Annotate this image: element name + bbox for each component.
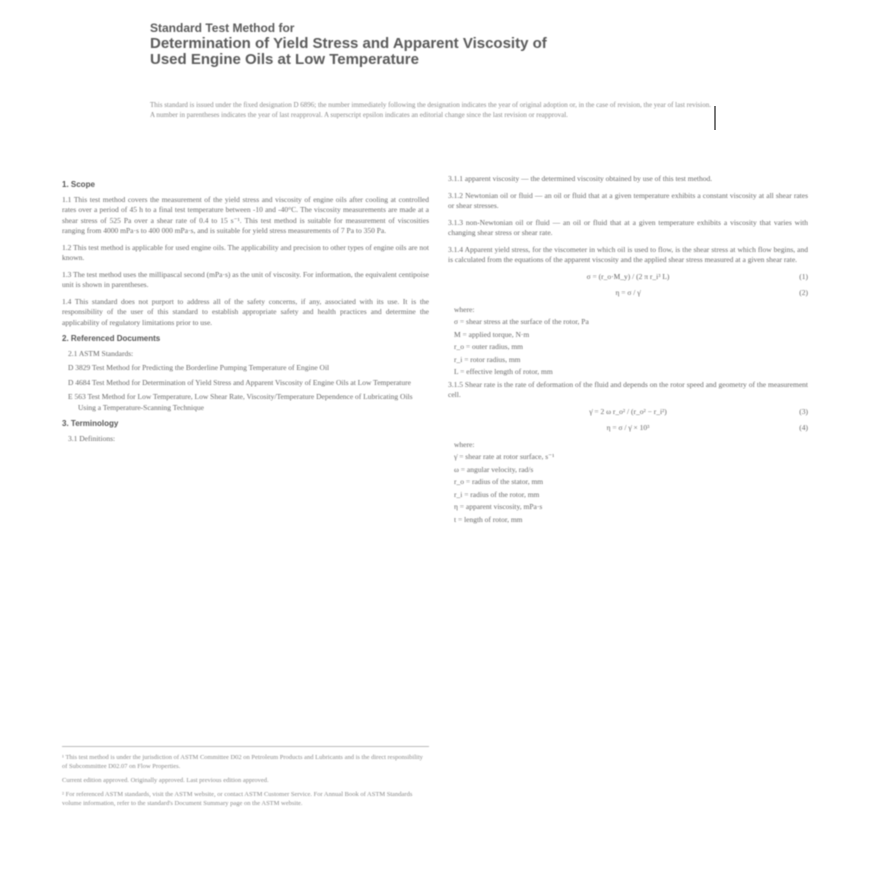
right-para-4: 3.1.4 Apparent yield stress, for the viscometer in which oil is used to flow, is the shear stress at which flow begins, and is calculated from the equations of the apparent viscosity and the applied shear stress measured at a given shear rate. <box>448 244 808 264</box>
scope-para-1: 1.1 This test method covers the measurement of the yield stress and viscosity of engine oils after cooling at controlled rates over a period of 45 h to a final test temperature between -10 and -40°C. The viscosity measurements are made at a shear stress of 525 Pa over a shear rate of 0.4 to 15 s⁻¹. This test method is suitable for measurement of viscosities ranging from 4000 mPa·s to 400 000 mPa·s, and is suitable for yield stress measurements of 7 Pa to 350 Pa. <box>62 194 429 235</box>
equation-4-number: (4) <box>799 423 808 432</box>
equation-2-body: η = σ / γ̇ <box>615 288 641 297</box>
title-line-1: Standard Test Method for <box>150 21 295 35</box>
where-label: where: <box>454 304 475 314</box>
term-item-1: 3.1 Definitions: <box>68 433 116 443</box>
refs-heading: 2. Referenced Documents <box>62 334 161 343</box>
where-item-2: M = applied torque, N·m <box>454 329 530 339</box>
equation-3-body: γ̇ = 2 ω r_o² / (r_o² − r_i²) <box>589 406 667 416</box>
equation-4-body: η = σ / γ̇ × 10³ <box>606 423 650 432</box>
where-item-1: σ = shear stress at the surface of the rotor, Pa <box>454 317 589 326</box>
ref-item-2: D 3829 Test Method for Predicting the Borderline Pumping Temperature of Engine Oil <box>68 363 330 372</box>
equation-1-body: σ = (r_o·M_y) / (2 π r_i³ L) <box>586 271 670 281</box>
equation-1-number: (1) <box>799 271 808 281</box>
right-para-1: 3.1.1 apparent viscosity — the determined viscosity obtained by use of this test method. <box>448 174 713 183</box>
ref-item-4: E 563 Test Method for Low Temperature, Low Shear Rate, Viscosity/Temperature Dependence of Lubricating Oils Using a Temperature-Scanning Technique <box>68 392 413 412</box>
where-item-5: L = effective length of rotor, mm <box>454 367 553 376</box>
title-line-3: Used Engine Oils at Low Temperature <box>150 51 419 68</box>
scope-para-3: 1.3 The test method uses the millipascal second (mPa·s) as the unit of viscosity. For information, the equivalent centipoise unit is shown in parentheses. <box>62 269 430 289</box>
where-item-4: r_i = rotor radius, mm <box>454 354 521 364</box>
right-column <box>448 174 808 527</box>
right-para-3: 3.1.3 non-Newtonian oil or fluid — an oil or fluid that at a given temperature exhibits a viscosity that varies with changing shear stress or shear rate. <box>448 217 808 237</box>
title-line-2: Determination of Yield Stress and Apparent Viscosity of <box>150 35 547 52</box>
equation-3 <box>448 407 808 418</box>
scope-heading: 1. Scope <box>62 180 95 189</box>
ref-item-1: 2.1 ASTM Standards: <box>68 348 134 358</box>
term-heading: 3. Terminology <box>62 419 119 428</box>
title-block <box>150 20 710 68</box>
right-para-2: 3.1.2 Newtonian oil or fluid — an oil or fluid that at a given temperature exhibits a constant viscosity at all shear rates or shear stresses. <box>448 190 808 210</box>
scope-para-4: 1.4 This standard does not purport to address all of the safety concerns, if any, associated with its use. It is the responsibility of the user of this standard to establish appropriate safety and health practices and determine the applicability of regulatory limitations prior to use. <box>62 296 429 327</box>
footnotes <box>62 746 429 813</box>
where2-label: where: <box>454 439 475 449</box>
where2-item-6: t = length of rotor, mm <box>454 514 523 524</box>
footnote-2: Current edition approved. Originally approved. Last previous edition approved. <box>62 777 269 784</box>
where2-item-5: η = apparent viscosity, mPa·s <box>454 502 543 511</box>
where2-item-1: γ̇ = shear rate at rotor surface, s⁻¹ <box>454 452 555 461</box>
where2-item-3: r_o = radius of the stator, mm <box>454 477 544 486</box>
equation-3-number: (3) <box>799 406 808 416</box>
equation-2 <box>448 288 808 299</box>
equation-1 <box>448 272 808 283</box>
equation-2-number: (2) <box>799 288 808 297</box>
left-column <box>62 174 429 448</box>
equation-4 <box>448 423 808 434</box>
footnote-3: ² For referenced ASTM standards, visit the ASTM website, or contact ASTM Customer Service. For Annual Book of ASTM Standards volume information, refer to the standard's Document Summary page on the ASTM website. <box>62 791 413 807</box>
scope-para-2: 1.2 This test method is applicable for used engine oils. The applicability and precision to other types of engine oils are not known. <box>62 242 429 262</box>
intro-note: This standard is issued under the fixed designation D 6896; the number immediately following the designation indicates the year of original adoption or, in the case of revision, the year of last revision. A number in parentheses indicates the year of last reapproval. A superscript epsilon indicates an editorial change since the last revision or reapproval. <box>150 101 711 119</box>
ref-item-3: D 4684 Test Method for Determination of Yield Stress and Apparent Viscosity of Engine Oils at Low Temperature <box>68 377 411 387</box>
footnote-1: ¹ This test method is under the jurisdiction of ASTM Committee D02 on Petroleum Products and Lubricants and is the direct responsibility of Subcommittee D02.07 on Flow Properties. <box>62 754 423 770</box>
right-para-5: 3.1.5 Shear rate is the rate of deformation of the fluid and depends on the rotor speed and geometry of the measurement cell. <box>448 379 808 399</box>
where2-item-2: ω = angular velocity, rad/s <box>454 464 534 474</box>
where-item-3: r_o = outer radius, mm <box>454 342 524 351</box>
where2-item-4: r_i = radius of the rotor, mm <box>454 489 540 499</box>
revision-bar <box>714 106 716 130</box>
